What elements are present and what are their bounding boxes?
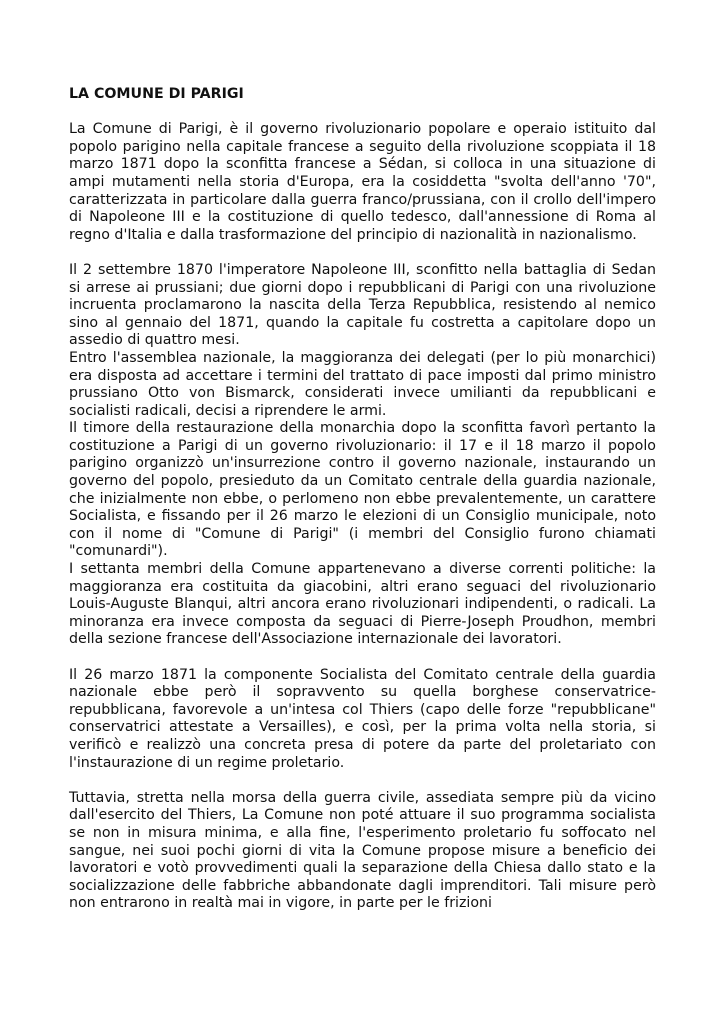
paragraph-timore: Il timore della restaurazione della monarchia dopo la sconfitta favorì pertanto la costituzione a Parigi di un governo rivoluzionario: il 17 e il 18 marzo il popolo parigino organizzò un'insurrezione contro il governo nazionale, instaurando un governo del popolo, presieduto da un Comitato centrale della guardia nazionale, che inizialmente non ebbe, o perlomeno non ebbe prevalentemente, un carattere Socialista, e fissando per il 26 marzo le elezioni di un Consiglio municipale, noto con il nome di "Comune di Parigi" (i membri del Consiglio furono chiamati "comunardi"). — [69, 420, 656, 560]
paragraph-gap — [69, 649, 656, 667]
paragraph-sedan: Il 2 settembre 1870 l'imperatore Napoleone III, sconfitto nella battaglia di Sedan si arrese ai prussiani; due giorni dopo i repubblicani di Parigi con una rivoluzione incruenta proclamarono la nascita della Terza Repubblica, resistendo al nemico sino al gennaio del 1871, quando la capitale fu costretta a capitolare dopo un assedio di quattro mesi. — [69, 261, 656, 349]
document-title: LA COMUNE DI PARIGI — [69, 86, 244, 102]
paragraph-intro: La Comune di Parigi, è il governo rivoluzionario popolare e operaio istituito dal popolo parigino nella capitale francese a seguito della rivoluzione scoppiata il 18 marzo 1871 dopo la sconfitta francese a Sédan, si colloca in una situazione di ampi mutamenti nella storia d'Europa, era la cosiddetta "svolta dell'anno '70", caratterizzata in particolare dalla guerra franco/prussiana, con il crollo dell'impero di Napoleone III e la costituzione di quello tedesco, dall'annessione di Roma al regno d'Italia e dalla trasformazione del principio di nazionalità in nazionalismo. — [69, 121, 656, 243]
paragraph-membri: I settanta membri della Comune appartenevano a diverse correnti politiche: la maggioranza era costituita da giacobini, altri erano seguaci del rivoluzionario Louis-Auguste Blanqui, altri ancora erano rivoluzionari indipendenti, o radicali. La minoranza era invece composta da seguaci di Pierre-Joseph Proudhon, membri della sezione francese dell'Associazione internazionale dei lavoratori. — [69, 561, 656, 648]
paragraph-tuttavia: Tuttavia, stretta nella morsa della guerra civile, assediata sempre più da vicino dall'esercito del Thiers, La Comune non poté attuare il suo programma socialista se non in misura minima, e alla fine, l'esperimento proletario fu soffocato nel sangue, nei suoi pochi giorni di vita la Comune propose misure a beneficio dei lavoratori e votò provvedimenti quali la separazione della Chiesa dallo stato e la socializzazione delle fabbriche abbandonate dagli imprenditori. Tali misure però non entrarono in realtà mai in vigore, in parte per le frizioni — [69, 789, 656, 912]
document-page — [69, 86, 656, 913]
paragraph-gap — [69, 244, 656, 262]
paragraph-26-marzo: Il 26 marzo 1871 la componente Socialista del Comitato centrale della guardia nazionale ebbe però il sopravvento su quella borghese conservatrice-repubblicana, favorevole a un'intesa col Thiers (capo delle forze "repubblicane" conservatrici attestate a Versailles), e così, per la prima volta nella storia, si verificò e realizzò una concreta presa di potere da parte del proletariato con l'instaurazione di un regime proletario. — [69, 666, 656, 771]
paragraph-assemblea: Entro l'assemblea nazionale, la maggioranza dei delegati (per lo più monarchici) era disposta ad accettare i termini del trattato di pace imposti dal primo ministro prussiano Otto von Bismarck, considerati invece umilianti da repubblicani e socialisti radicali, decisi a riprendere le armi. — [69, 349, 656, 419]
paragraph-gap — [69, 772, 656, 790]
